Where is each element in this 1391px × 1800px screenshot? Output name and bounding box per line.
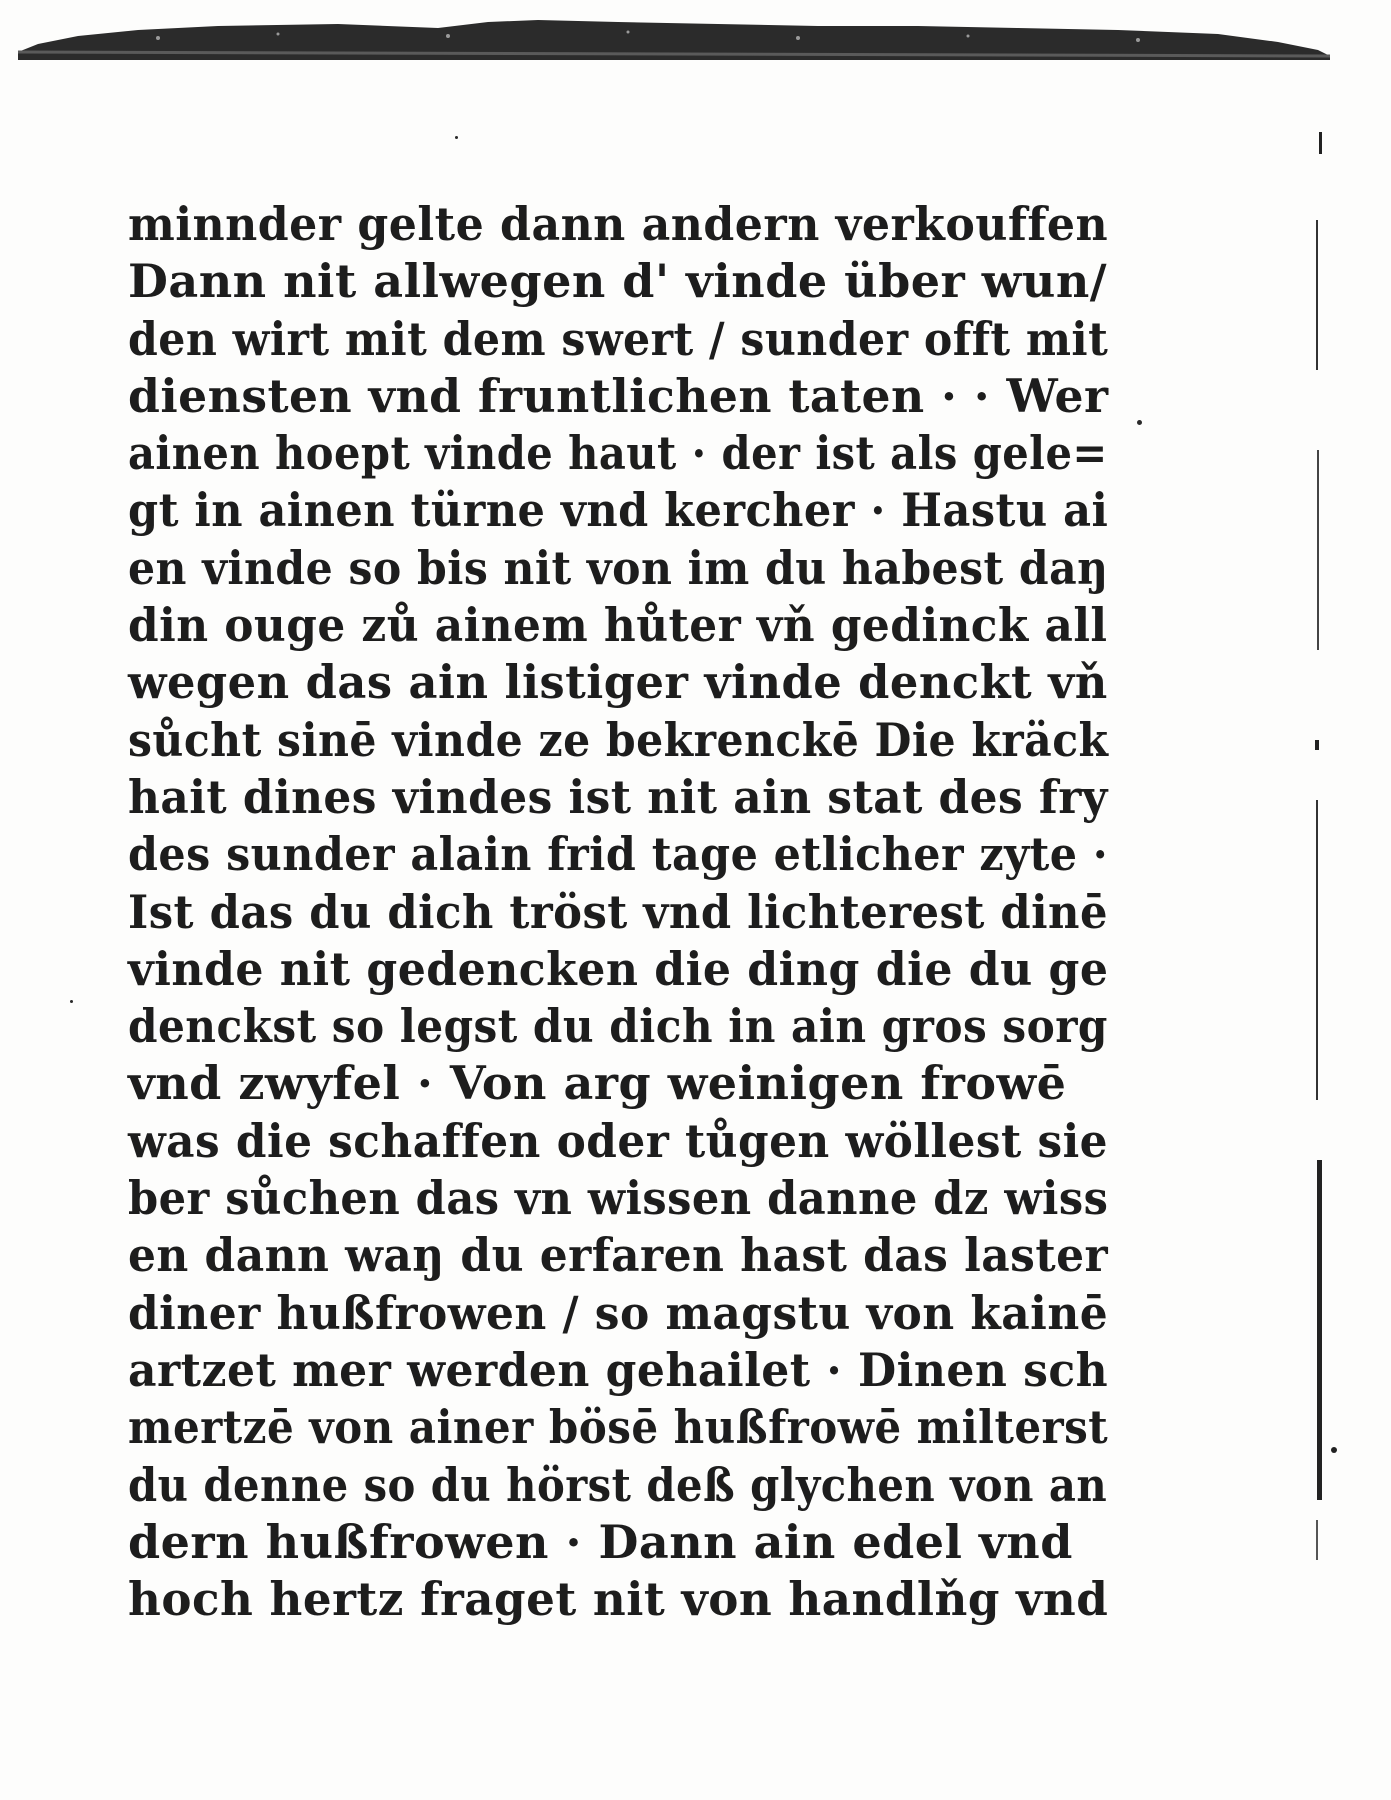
text-line-7: en vinde so bis nit von im du habest daŋ (128, 540, 1109, 595)
text-line-13: Ist das du dich tröst vnd lichterest dinē (128, 884, 1108, 939)
text-line-8: din ouge zů ainem hůter vň gedinck all (128, 598, 1108, 653)
text-line-25: hoch hertz fraget nit von handlňg vnd (128, 1572, 1109, 1627)
text-line-11: hait dines vindes ist nit ain stat des fry (128, 769, 1108, 824)
body-text (128, 196, 1128, 1628)
text-line-5: ainen hoept vinde haut · der ist als gele= (128, 426, 1108, 481)
text-line-9: wegen das ain listiger vinde denckt vň (128, 655, 1108, 710)
text-line-6: gt in ainen türne vnd kercher · Hastu ai (128, 483, 1109, 538)
text-line-16: vnd zwyfel · Von arg weinigen frowē (128, 1056, 1067, 1111)
text-line-3: den wirt mit dem swert / sunder offt mit (128, 311, 1109, 366)
text-line-4: diensten vnd fruntlichen taten · · Wer (128, 368, 1109, 423)
text-line-10: sůcht sinē vinde ze bekrenckē Die kräck (128, 712, 1109, 767)
ink-speck (455, 136, 458, 139)
text-line-15: denckst so legst du dich in ain gros sorg (128, 999, 1108, 1054)
scan-edge-band (18, 14, 1330, 60)
text-line-19: en dann waŋ du erfaren hast das laster (128, 1228, 1109, 1283)
text-line-20: diner hußfrowen / so magstu von kainē (128, 1285, 1109, 1340)
text-line-21: artzet mer werden gehailet · Dinen sch (128, 1342, 1109, 1397)
text-line-12: des sunder alain frid tage etlicher zyte · (128, 827, 1109, 882)
text-line-14: vinde nit gedencken die ding die du ge (128, 941, 1109, 996)
text-line-22: mertzē von ainer bösē hußfrowē milterst (128, 1400, 1109, 1455)
text-line-24: dern hußfrowen · Dann ain edel vnd (128, 1514, 1073, 1569)
right-edge-marks (1300, 120, 1340, 1800)
text-line-1: minnder gelte dann andern verkouffen (128, 197, 1109, 251)
text-line-2: Dann nit allwegen d' vinde über wun/ (128, 254, 1108, 309)
text-line-18: ber sůchen das vn wissen danne dz wiss (128, 1171, 1109, 1226)
text-line-17: was die schaffen oder tůgen wöllest sie (128, 1113, 1109, 1168)
ink-speck (1137, 420, 1142, 425)
text-line-23: du denne so du hörst deß glychen von an (128, 1457, 1108, 1512)
ink-speck (70, 1000, 73, 1003)
